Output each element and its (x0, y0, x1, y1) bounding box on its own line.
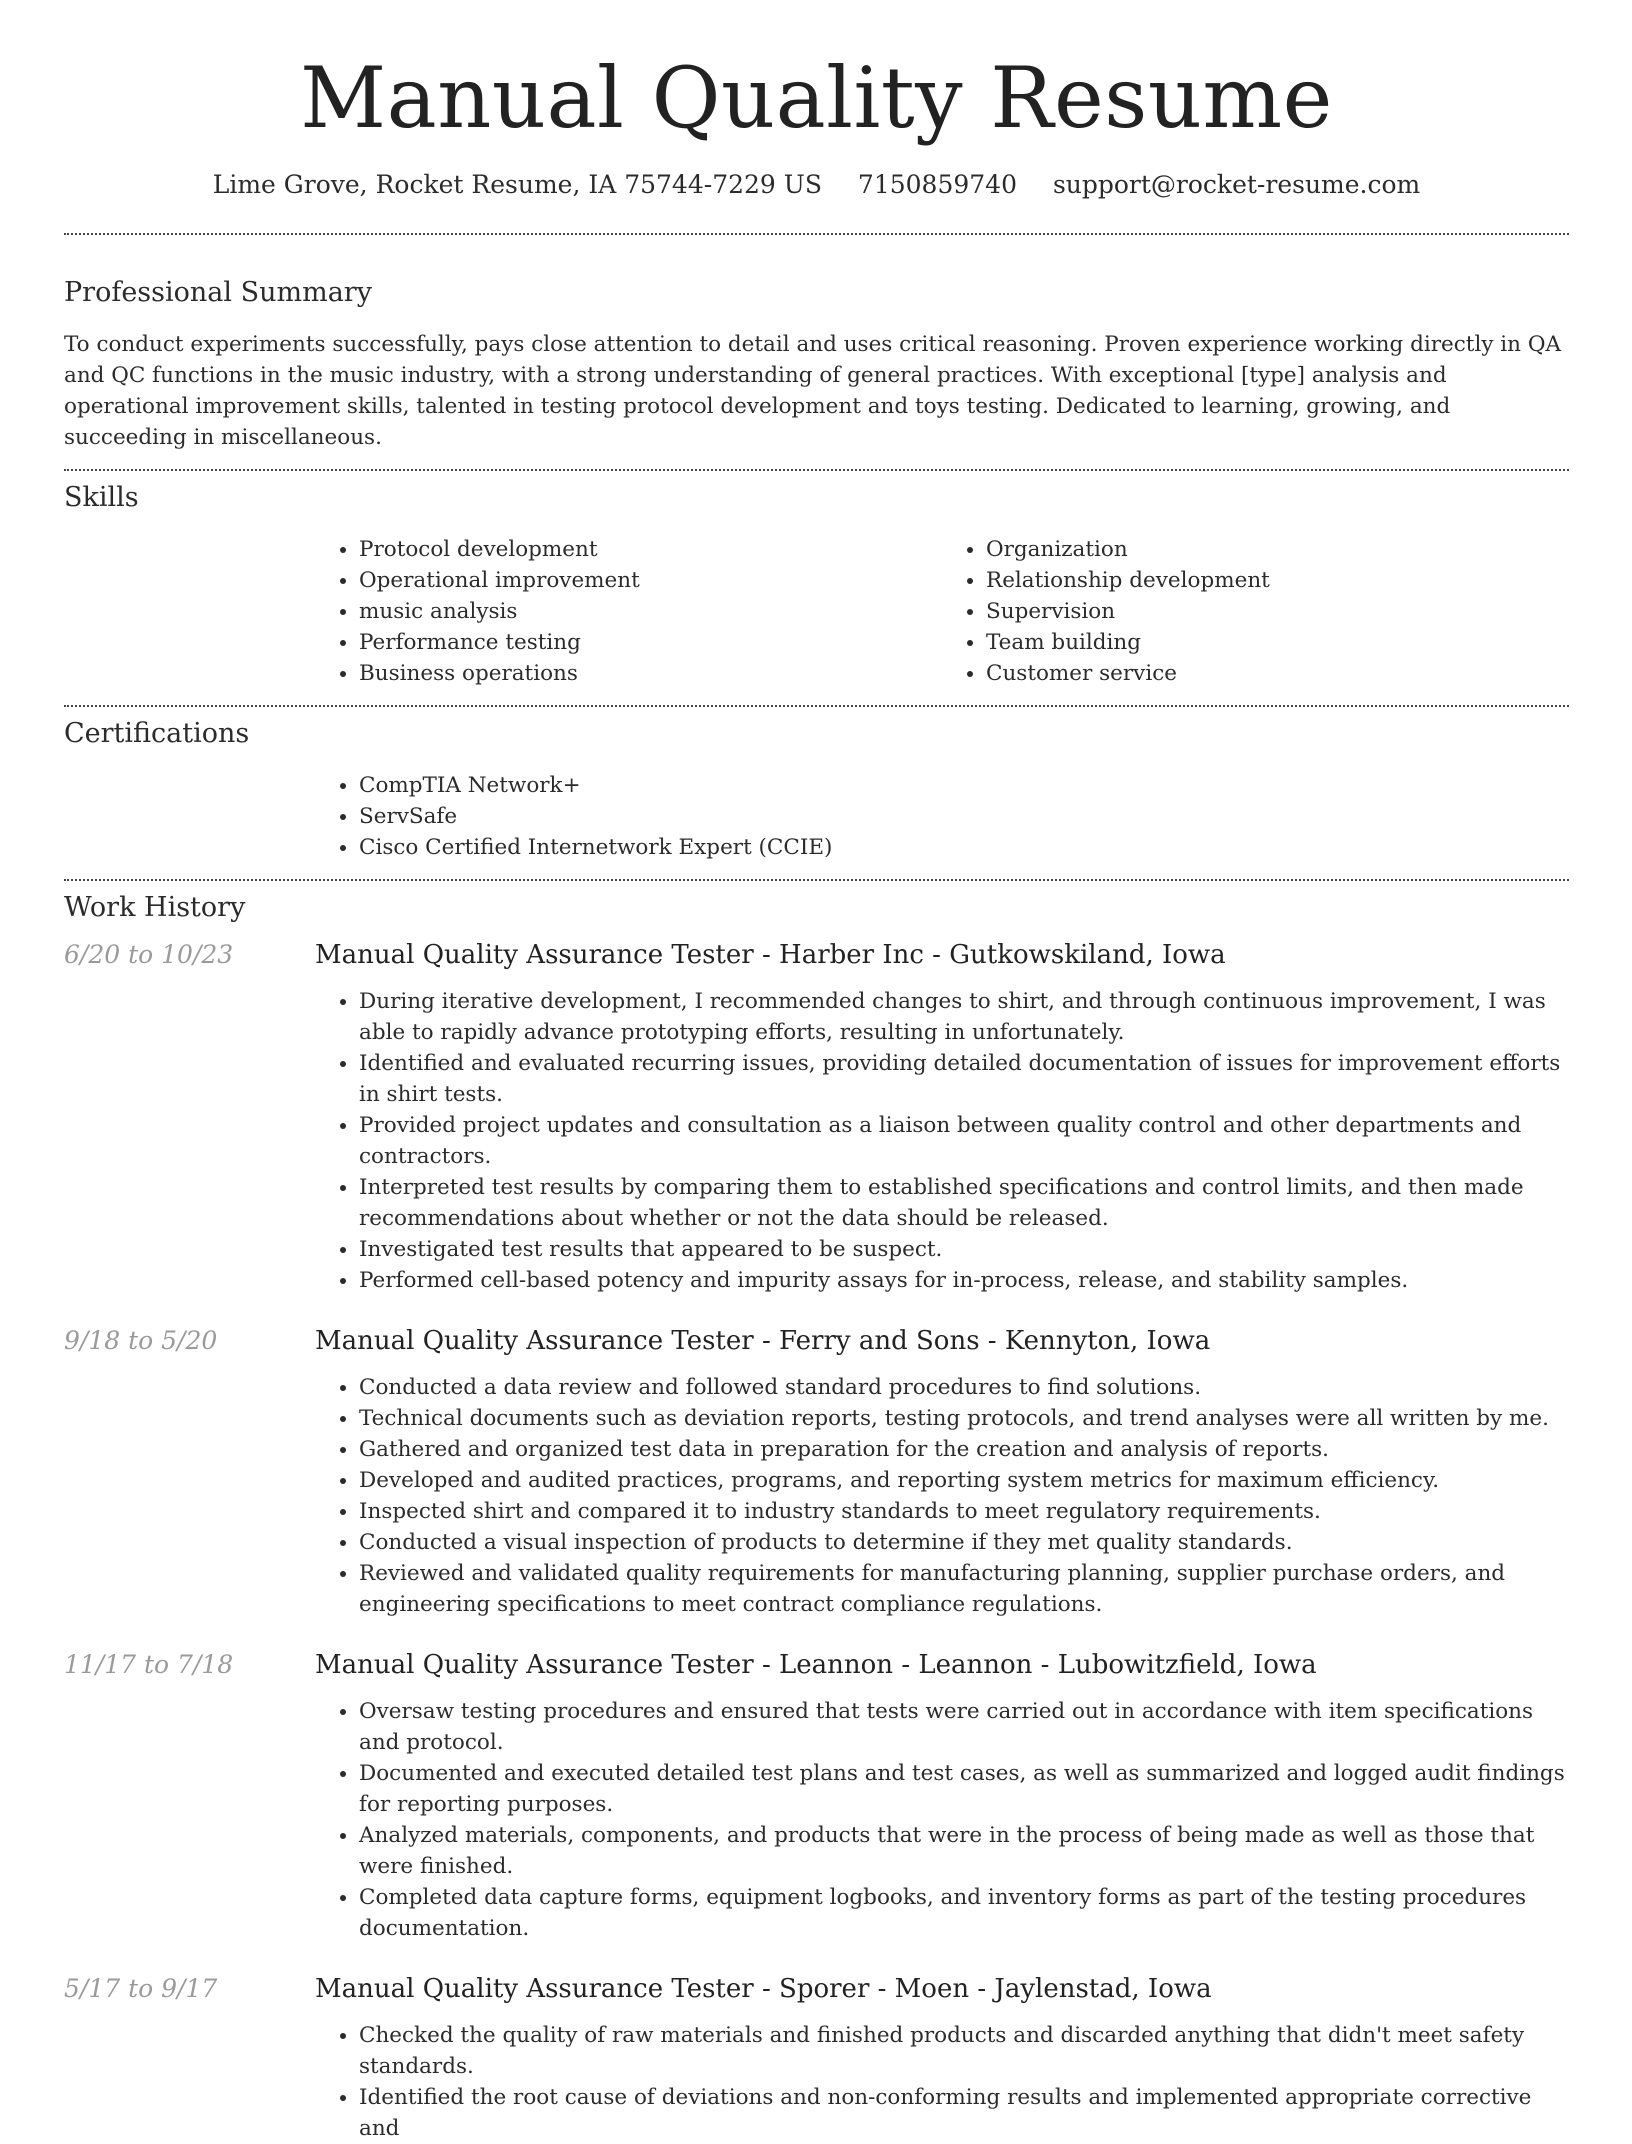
summary-section (64, 277, 1569, 453)
divider (64, 233, 1569, 235)
job-bullet: • Performed cell-based potency and impurity assays for in-process, release, and stability samples. (359, 1265, 1569, 1296)
skill-item: • Performance testing (359, 627, 942, 658)
job-bullet: • Completed data capture forms, equipment logbooks, and inventory forms as part of the testing procedures documentation. (359, 1882, 1569, 1944)
job-bullet: • Inspected shirt and compared it to industry standards to meet regulatory requirements. (359, 1496, 1569, 1527)
job-entry (64, 1650, 1569, 1944)
certifications-section (64, 718, 1569, 863)
certification-item: • CompTIA Network+ (359, 770, 1569, 801)
job-bullet: • Conducted a data review and followed standard procedures to find solutions. (359, 1372, 1569, 1403)
job-title: Manual Quality Assurance Tester - Leannon - Leannon - Lubowitzfield, Iowa (315, 1650, 1317, 1680)
job-entry (64, 1326, 1569, 1620)
divider (64, 469, 1569, 471)
job-entry (64, 1974, 1569, 2144)
skills-section (64, 482, 1569, 689)
skill-item: • Relationship development (986, 565, 1569, 596)
work-history-section (64, 892, 1569, 2144)
job-bullet: • Checked the quality of raw materials and finished products and discarded anything that didn't meet safety standards. (359, 2020, 1569, 2082)
job-bullet: • Gathered and organized test data in preparation for the creation and analysis of reports. (359, 1434, 1569, 1465)
skill-item: • Business operations (359, 658, 942, 689)
job-bullet: • Identified and evaluated recurring issues, providing detailed documentation of issues for improvement efforts in shirt tests. (359, 1048, 1569, 1110)
job-title: Manual Quality Assurance Tester - Sporer - Moen - Jaylenstad, Iowa (315, 1974, 1212, 2004)
job-date: 6/20 to 10/23 (64, 940, 234, 969)
resume-title: Manual Quality Resume (300, 49, 1333, 147)
job-bullet: • Technical documents such as deviation reports, testing protocols, and trend analyses were all written by me. (359, 1403, 1569, 1434)
skills-heading: Skills (64, 482, 139, 513)
job-bullet-list (315, 1696, 1569, 1944)
skills-grid (315, 534, 1569, 689)
job-bullet: • Developed and audited practices, programs, and reporting system metrics for maximum efficiency. (359, 1465, 1569, 1496)
skill-item: • Organization (986, 534, 1569, 565)
email-text: support@rocket-resume.com (1052, 170, 1421, 199)
job-bullet: • During iterative development, I recommended changes to shirt, and through continuous improvement, I was able to rapidly advance prototyping efforts, resulting in unfortunately. (359, 986, 1569, 1048)
certifications-heading: Certifications (64, 718, 250, 749)
job-header (64, 1326, 1569, 1356)
job-date: 9/18 to 5/20 (64, 1326, 218, 1355)
job-header (64, 940, 1569, 970)
skill-item: • Supervision (986, 596, 1569, 627)
job-bullet-list (315, 1372, 1569, 1620)
job-entry (64, 940, 1569, 1296)
job-bullet: • Analyzed materials, components, and products that were in the process of being made as well as those that were finished. (359, 1820, 1569, 1882)
job-date: 11/17 to 7/18 (64, 1650, 234, 1679)
summary-text: To conduct experiments successfully, pays close attention to detail and uses critical reasoning. Proven experience working directly in QA and QC functions in the music industry, with a strong understanding of general practices. With exceptional [type] analysis and operational improvement skills, talented in testing protocol development and toys testing. Dedicated to learning, growing, and succeeding in miscellaneous. (64, 332, 1562, 450)
job-bullet: • Identified the root cause of deviations and non-conforming results and implemented appropriate corrective and (359, 2082, 1569, 2144)
certifications-list (315, 770, 1569, 863)
phone-text: 7150859740 (857, 170, 1017, 199)
job-header (64, 1974, 1569, 2004)
job-bullet: • Reviewed and validated quality requirements for manufacturing planning, supplier purchase orders, and engineering specifications to meet contract compliance regulations. (359, 1558, 1569, 1620)
skills-list-right (942, 534, 1569, 689)
job-title: Manual Quality Assurance Tester - Harber Inc - Gutkowskiland, Iowa (315, 940, 1226, 970)
contact-line (64, 170, 1569, 199)
job-bullet-list (315, 986, 1569, 1296)
summary-heading: Professional Summary (64, 277, 372, 308)
address-text: Lime Grove, Rocket Resume, IA 75744-7229 US (212, 170, 822, 199)
job-date: 5/17 to 9/17 (64, 1974, 218, 2003)
job-header (64, 1650, 1569, 1680)
certification-item: • ServSafe (359, 801, 1569, 832)
resume-page (64, 0, 1569, 2144)
skill-item: • Team building (986, 627, 1569, 658)
job-bullet-list (315, 2020, 1569, 2144)
certification-item: • Cisco Certified Internetwork Expert (CCIE) (359, 832, 1569, 863)
job-bullet: • Interpreted test results by comparing them to established specifications and control limits, and then made recommendations about whether or not the data should be released. (359, 1172, 1569, 1234)
divider (64, 705, 1569, 707)
work-history-heading: Work History (64, 892, 246, 923)
skill-item: • Protocol development (359, 534, 942, 565)
divider (64, 879, 1569, 881)
job-bullet: • Investigated test results that appeared to be suspect. (359, 1234, 1569, 1265)
job-list (64, 940, 1569, 2144)
skill-item: • music analysis (359, 596, 942, 627)
skills-list-left (315, 534, 942, 689)
skill-item: • Customer service (986, 658, 1569, 689)
job-bullet: • Oversaw testing procedures and ensured that tests were carried out in accordance with item specifications and protocol. (359, 1696, 1569, 1758)
job-bullet: • Provided project updates and consultation as a liaison between quality control and other departments and contractors. (359, 1110, 1569, 1172)
job-bullet: • Documented and executed detailed test plans and test cases, as well as summarized and logged audit findings for reporting purposes. (359, 1758, 1569, 1820)
skill-item: • Operational improvement (359, 565, 942, 596)
job-bullet: • Conducted a visual inspection of products to determine if they met quality standards. (359, 1527, 1569, 1558)
job-title: Manual Quality Assurance Tester - Ferry and Sons - Kennyton, Iowa (315, 1326, 1211, 1356)
